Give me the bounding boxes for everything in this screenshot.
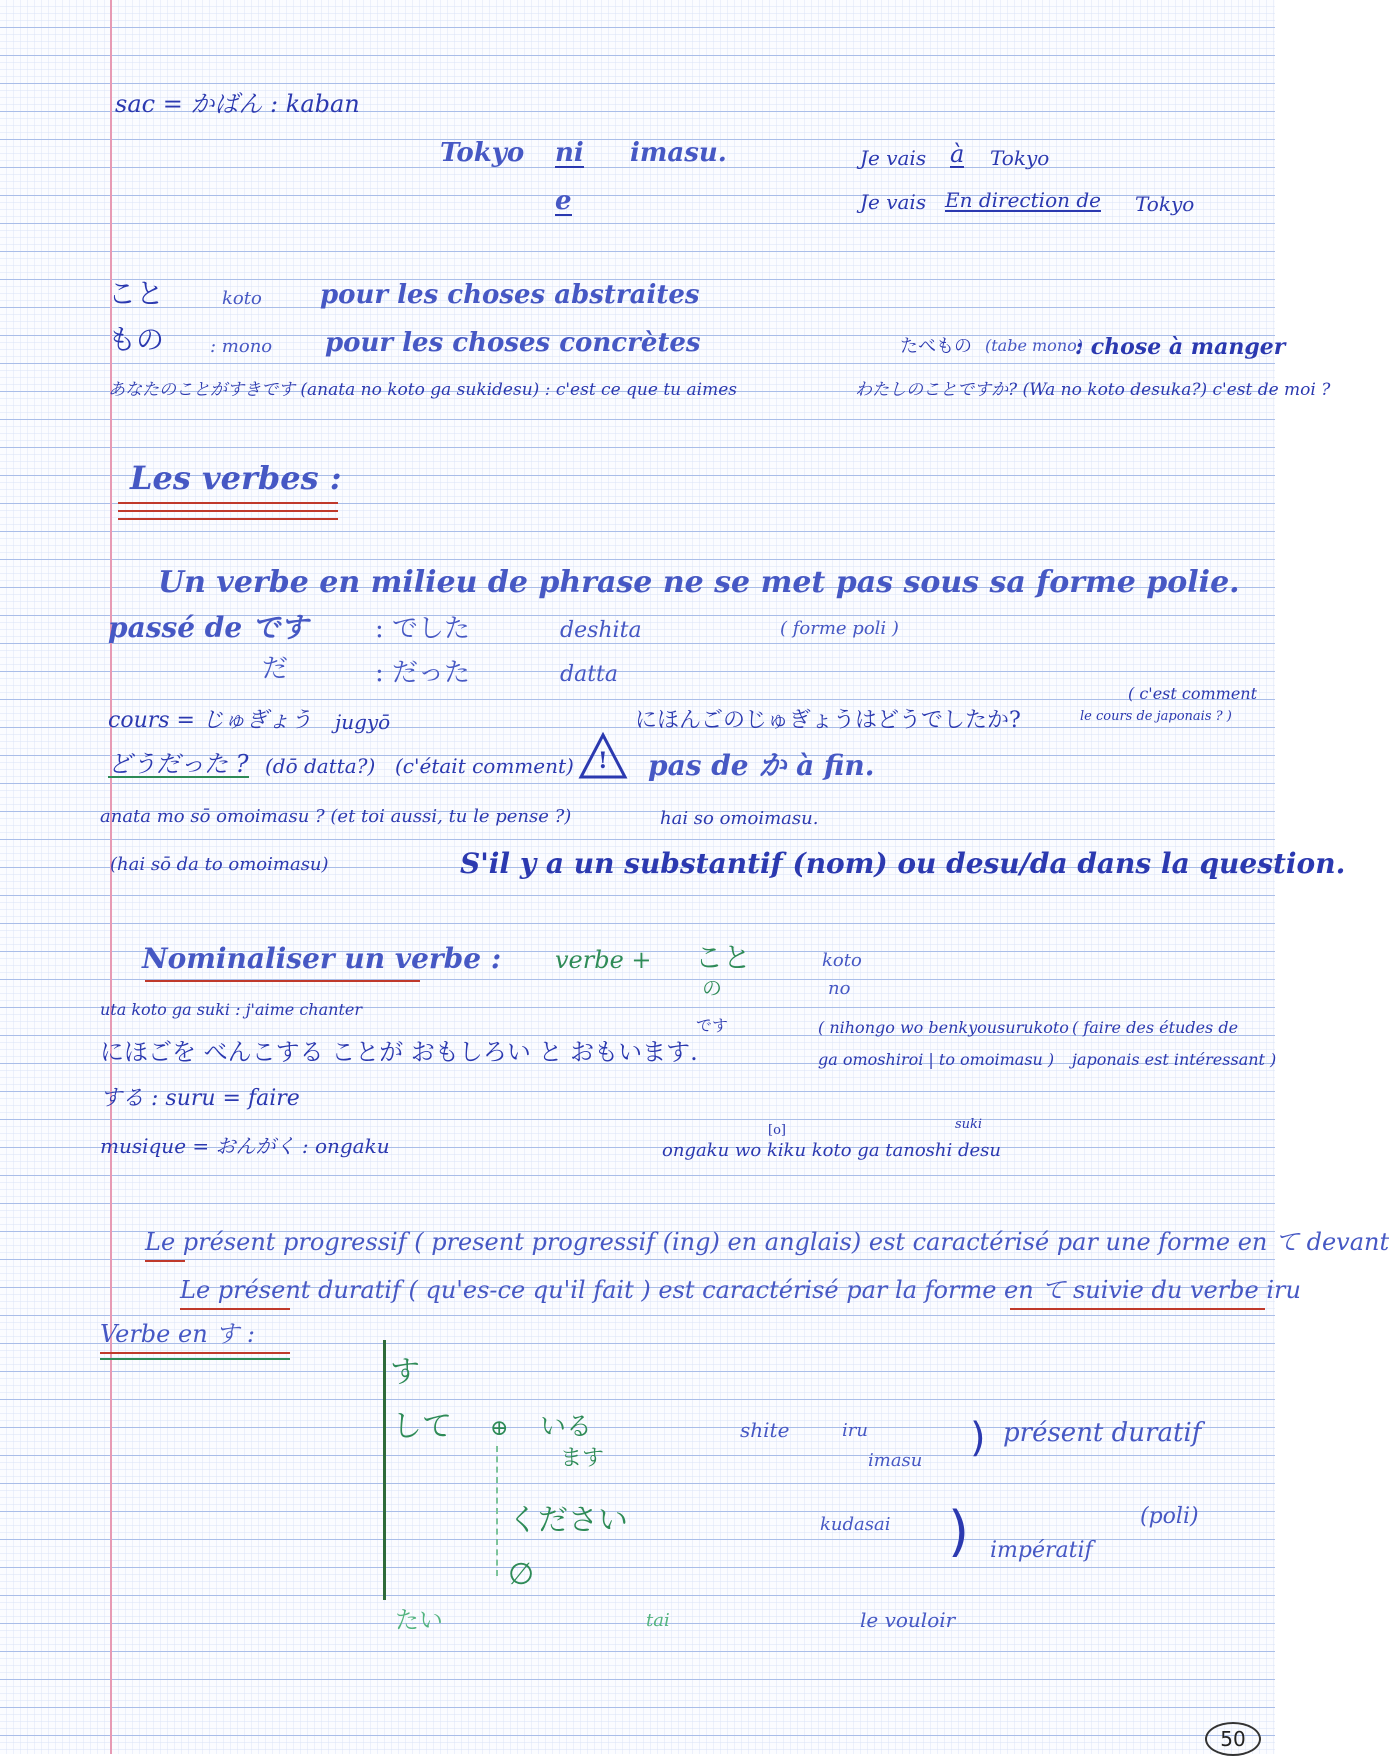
cest-comment: ( c'est comment [1128,684,1258,703]
sil-y-a: S'il y a un substantif (nom) ou desu/da dans la question. [460,847,1346,880]
particle-ni: ni [555,138,584,168]
imasu-romaji: imasu [868,1450,923,1471]
iru-romaji: iru [842,1420,868,1441]
empty-set-icon: ∅ [508,1557,535,1592]
no-romaji-formula: no [828,978,851,999]
je-vais-2: Je vais [860,190,927,214]
iru-kana: いる [540,1412,593,1442]
faire-etudes-1: ( faire des études de [1072,1018,1239,1037]
kudasai-romaji: kudasai [820,1514,891,1535]
duratif-bracket: ) [970,1415,986,1461]
dou-datta: どうだった ? [108,750,249,778]
mono-description: pour les choses concrètes [325,328,701,358]
hai-so: hai so omoimasu. [660,808,819,829]
nominaliser-underline [145,980,420,982]
warning-mark: ! [598,748,608,774]
koto-kana-formula: こと [695,941,752,974]
present-progressif: Le présent progressif ( present progressif (ing) en anglais) est caractérisé par une forme en て devant [145,1228,1389,1256]
en-direction-de: En direction de [945,188,1101,212]
nihongo-question: にほんごのじゅぎょうはどうでしたか? [635,708,1021,733]
progressif-underline [145,1260,185,1262]
passe-label: passé de です [108,611,308,644]
shite-kana: して [392,1409,452,1444]
watashi-line: わたしのことですか? (Wa no koto desuka?) c'est de moi ? [855,380,1331,400]
anata-line: あなたのことがすきです (anata no koto ga sukidesu) : c'est ce que tu aimes [108,380,737,400]
table-vertical-line [383,1340,386,1600]
deshita-kana: : でした [375,614,471,644]
plus-icon: ⊕ [490,1416,509,1441]
tokyo-2: Tokyo [1135,192,1195,216]
le-cours-japonais: le cours de japonais ? ) [1080,709,1232,724]
datta-kana: : だった [375,658,471,688]
koto-kana: こと [108,277,165,310]
verbe-en-su: Verbe en す : [100,1320,256,1348]
heading-underline-red-3 [118,518,338,520]
suru-line: する : suru = faire [100,1086,300,1111]
kudasai-kana: ください [508,1503,628,1538]
verb-rule: Un verbe en milieu de phrase ne se met pas sous sa forme polie. [158,565,1240,600]
imperatif-label: impératif [990,1538,1093,1563]
hai-so-da: (hai sō da to omoimasu) [110,854,329,875]
tabemono-kana: たべもの [900,336,972,357]
dou-datta-romaji: (dō datta?) [265,754,376,778]
wo-small: [o] [768,1123,786,1138]
verbs-heading: Les verbes : [130,459,342,497]
no-kana-formula: の [702,976,722,1000]
heading-underline-red-1 [118,502,338,504]
uta-line: uta koto ga suki : j'aime chanter [100,1000,362,1019]
datta-romaji: datta [560,662,618,687]
su-kana: す [390,1355,420,1390]
verbe-en-underline-red [100,1352,290,1354]
nihongo-romaji-2: ga omoshiroi | to omoimasu ) [818,1050,1055,1069]
tai-kana: たい [395,1606,443,1634]
heading-underline-red-2 [118,510,338,512]
anata-mo: anata mo sō omoimasu ? (et toi aussi, tu le pense ?) [100,806,572,827]
a-label: à [950,140,965,168]
mono-kana: もの [108,323,165,356]
tokyo-label: Tokyo [440,138,525,168]
suki-small: suki [955,1117,983,1132]
suivie-underline [1010,1308,1265,1310]
poli-label: (poli) [1140,1504,1199,1529]
musique-line: musique = おんがく : ongaku [100,1134,390,1158]
page-number: 50 [1205,1722,1261,1756]
deshita-romaji: deshita [560,618,642,643]
tokyo-1: Tokyo [990,146,1050,170]
nihongo-sentence: にほごを べんこする ことが おもしろい と おもいます. [100,1038,698,1066]
da-kana: だ [262,654,289,684]
table-dashed-line [496,1446,498,1576]
tabemono-description: : chose à manger [1075,334,1286,360]
particle-e: e [555,186,572,216]
desu-small: です [696,1016,729,1035]
duratif-underline [180,1308,290,1310]
je-vais-1: Je vais [860,146,927,170]
vocab-sac: sac = かばん : kaban [115,90,360,118]
verbe-en-underline-green [100,1358,290,1360]
ongaku-line: ongaku wo kiku koto ga tanoshi desu [662,1140,1001,1161]
shite-romaji: shite [740,1418,790,1442]
masu-kana: ます [560,1446,605,1471]
cours-label: cours = じゅぎょう [108,708,312,733]
forme-poli: ( forme poli ) [780,618,899,639]
present-duratif: Le présent duratif ( qu'es-ce qu'il fait ) est caractérisé par la forme en て suivie du verbe iru [180,1276,1301,1304]
jugyo-romaji: jugyō [335,710,391,734]
nihongo-romaji-1: ( nihongo wo benkyousurukoto [818,1018,1069,1037]
etait-comment: (c'était comment) [395,754,574,778]
faire-etudes-2: japonais est intéressant ) [1072,1050,1277,1069]
koto-romaji: koto [222,288,262,309]
nominaliser-heading: Nominaliser un verbe : [142,942,502,975]
vouloir-label: le vouloir [860,1608,956,1632]
pas-de-ka: pas de か à fin. [648,749,875,782]
tabemono-romaji: (tabe mono) [985,336,1083,355]
imperatif-bracket: ) [948,1500,970,1563]
koto-romaji-formula: koto [822,950,862,971]
tai-romaji: tai [646,1610,670,1631]
koto-description: pour les choses abstraites [320,280,700,310]
imasu-label: imasu. [630,138,727,168]
present-duratif-label: présent duratif [1003,1418,1202,1448]
mono-romaji: : mono [210,336,273,357]
verbe-plus: verbe + [555,946,652,974]
